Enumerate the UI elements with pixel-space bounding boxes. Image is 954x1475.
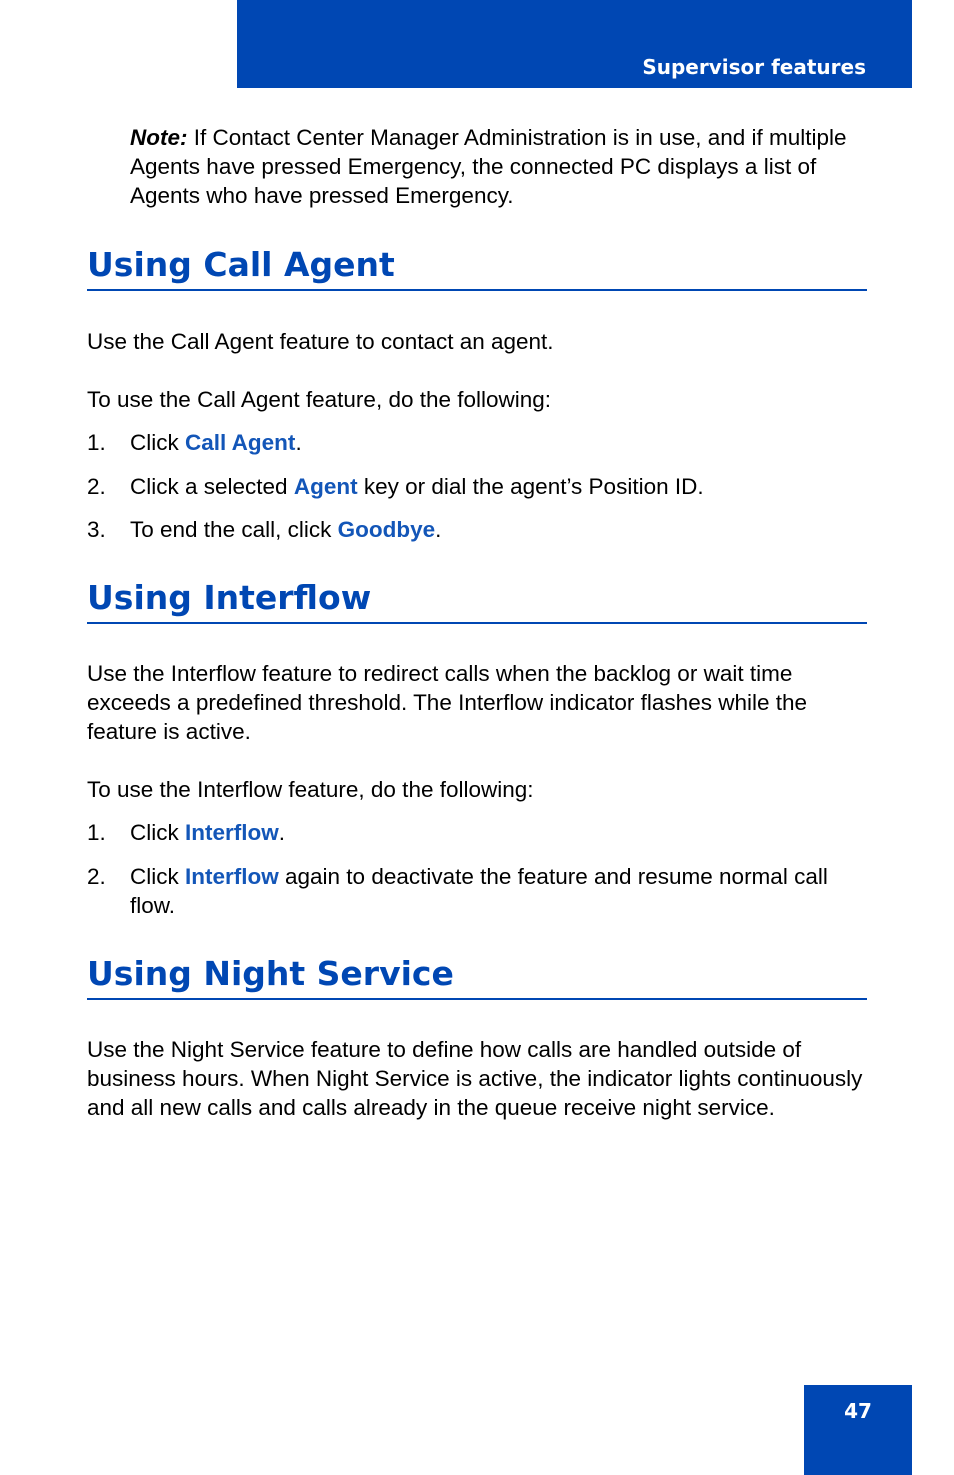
- step-text-post: .: [295, 430, 302, 455]
- step-text: Click: [130, 430, 185, 455]
- list-item: [87, 818, 867, 847]
- step-key: Agent: [293, 474, 358, 499]
- call-agent-intro: Use the Call Agent feature to contact an agent.: [87, 329, 554, 354]
- step-text: To end the call, click: [130, 517, 338, 542]
- call-agent-lead: To use the Call Agent feature, do the following:: [87, 387, 552, 412]
- note-paragraph: [130, 124, 850, 210]
- step-text: Click: [130, 864, 185, 889]
- step-text-post: again to deactivate the feature and resume normal call flow.: [130, 864, 828, 918]
- step-text-post: .: [435, 517, 442, 542]
- section-interflow: [87, 576, 867, 920]
- step-text-post: .: [278, 820, 286, 845]
- step-number: 1.: [87, 430, 106, 455]
- step-number: 3.: [87, 517, 106, 542]
- step-key: Goodbye: [337, 517, 436, 542]
- heading-call-agent: Using Call Agent: [87, 243, 867, 291]
- list-item: [87, 472, 867, 501]
- interflow-steps: [87, 818, 867, 920]
- step-key: Interflow: [185, 864, 279, 889]
- note-label: Note:: [130, 125, 188, 150]
- page-number: 47: [844, 1399, 872, 1423]
- step-number: 2.: [87, 864, 106, 889]
- step-number: 1.: [87, 820, 106, 845]
- call-agent-steps: [87, 428, 867, 544]
- header-bar: [237, 0, 912, 88]
- step-number: 2.: [87, 474, 106, 499]
- step-text: Click: [130, 820, 185, 845]
- note-text: If Contact Center Manager Administration is in use, and if multiple Agents have pressed Emergency, the connected PC displays a list of Agents who have pressed Emergency.: [130, 125, 847, 208]
- interflow-lead: To use the Interflow feature, do the following:: [87, 777, 534, 802]
- night-service-intro: Use the Night Service feature to define how calls are handled outside of business hours. When Night Service is active, the indicator lights continuously and all new calls and calls already in the queue receive night service.: [87, 1037, 863, 1120]
- step-text-post: key or dial the agent’s Position ID.: [357, 474, 704, 499]
- step-key: Call Agent: [185, 430, 296, 455]
- heading-night-service: Using Night Service: [87, 952, 867, 1000]
- page-number-box: [804, 1385, 912, 1475]
- list-item: [87, 862, 867, 920]
- interflow-intro: Use the Interflow feature to redirect calls when the backlog or wait time exceeds a predefined threshold. The Interflow indicator flashes while the feature is active.: [87, 661, 808, 744]
- list-item: [87, 428, 867, 457]
- section-night-service: [87, 952, 867, 1122]
- heading-interflow: Using Interflow: [87, 576, 867, 624]
- list-item: [87, 515, 867, 544]
- running-header: Supervisor features: [642, 55, 866, 79]
- step-text: Click a selected: [130, 474, 294, 499]
- section-call-agent: [87, 243, 867, 544]
- step-key: Interflow: [185, 820, 279, 845]
